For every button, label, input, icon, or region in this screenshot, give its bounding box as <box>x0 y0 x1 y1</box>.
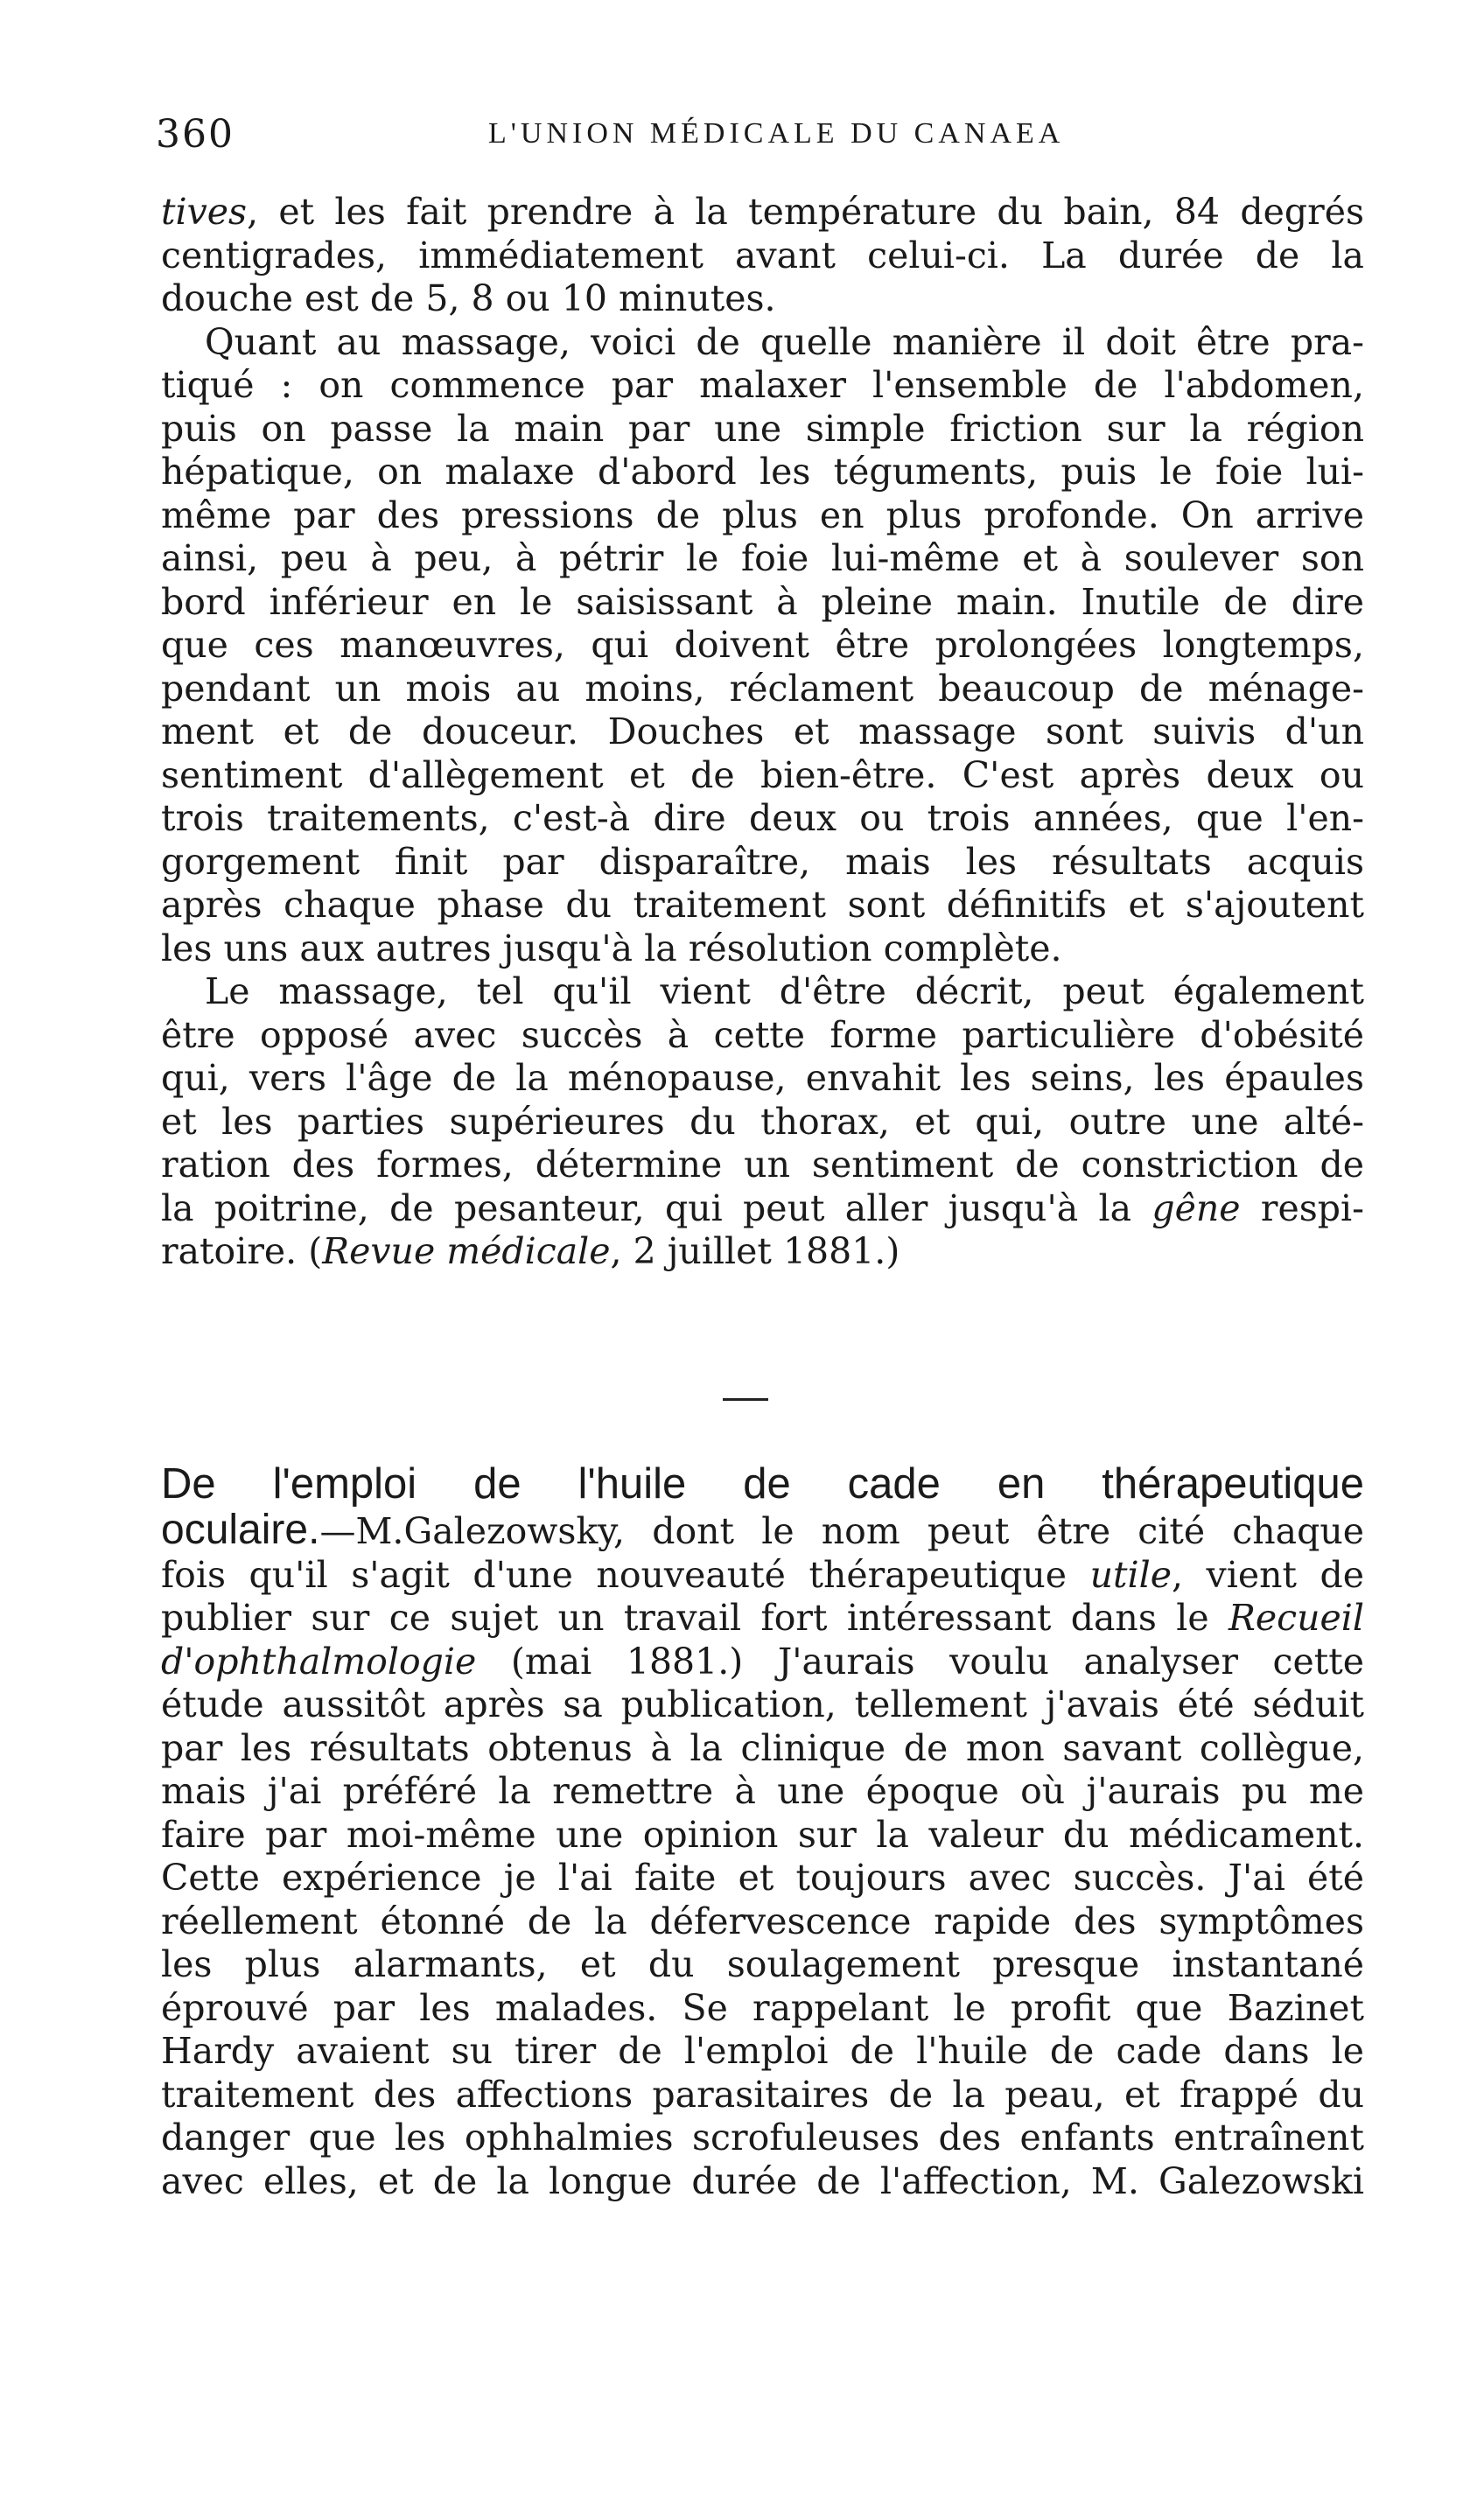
text-line: hépatique, on malaxe d'abord les téguments, puis le foie lui- <box>161 451 1364 493</box>
page-number: 360 <box>156 112 234 157</box>
text-line: éprouvé par les malades. Se rappelant le profit que Bazinet <box>161 1986 1364 2029</box>
section-heading: De l'emploi de l'huile de cade en thérapeutique <box>161 1460 1364 1508</box>
text-line: avec elles, et de la longue durée de l'affection, M. Galezowski <box>161 2159 1364 2202</box>
text-line: et les parties supérieures du thorax, et qui, outre une alté- <box>161 1100 1364 1143</box>
text-line: faire par moi-même une opinion sur la valeur du médicament. <box>161 1813 1364 1856</box>
text-line: puis on passe la main par une simple friction sur la région <box>161 407 1364 450</box>
text-line: ainsi, peu à peu, à pétrir le foie lui-même et à soulever son <box>161 537 1364 579</box>
text-line: après chaque phase du traitement sont définitifs et s'ajoutent <box>161 884 1364 926</box>
text-line: douche est de 5, 8 ou 10 minutes. <box>161 277 776 319</box>
text-line: danger que les ophhalmies scrofuleuses des enfants entraînent <box>161 2117 1364 2159</box>
text-line: les uns aux autres jusqu'à la résolution complète. <box>161 927 1062 969</box>
text-line: bord inférieur en le saisissant à pleine main. Inutile de dire <box>161 580 1364 623</box>
text-line: tiqué : on commence par malaxer l'ensemble de l'abdomen, <box>161 364 1364 406</box>
text-line: trois traitements, c'est-à dire deux ou trois années, que l'en- <box>161 797 1364 839</box>
text-line: d'ophthalmologie (mai 1881.) J'aurais voulu analyser cette <box>161 1640 1364 1683</box>
text-line: Hardy avaient su tirer de l'emploi de l'huile de cade dans le <box>161 2030 1364 2072</box>
text-line: centigrades, immédiatement avant celui-ci. La durée de la <box>161 234 1364 276</box>
text-line: ratoire. (Revue médicale, 2 juillet 1881.) <box>161 1230 900 1272</box>
text-line: Le massage, tel qu'il vient d'être décrit, peut également <box>205 970 1364 1012</box>
text-line: fois qu'il s'agit d'une nouveauté thérapeutique utile, vient de <box>161 1553 1364 1596</box>
text-line: étude aussitôt après sa publication, tellement j'avais été séduit <box>161 1683 1364 1725</box>
text-line: gorgement finit par disparaître, mais les résultats acquis <box>161 840 1364 883</box>
text-line: réellement étonné de la défervescence rapide des symptômes <box>161 1900 1364 1942</box>
text-line: ration des formes, détermine un sentiment de constriction de <box>161 1144 1364 1186</box>
text-line: Cette expérience je l'ai faite et toujours avec succès. J'ai été <box>161 1857 1364 1899</box>
text-line: traitement des affections parasitaires de la peau, et frappé du <box>161 2073 1364 2116</box>
text-line: publier sur ce sujet un travail fort intéressant dans le Recueil <box>161 1597 1364 1639</box>
article-body <box>161 191 1364 1274</box>
text-line: sentiment d'allègement et de bien-être. C'est après deux ou <box>161 753 1364 796</box>
section-heading-end: oculaire. <box>161 1507 320 1553</box>
section-divider <box>723 1398 768 1401</box>
text-line: mais j'ai préféré la remettre à une époque où j'aurais pu me <box>161 1770 1364 1812</box>
text-line: par les résultats obtenus à la clinique de mon savant collègue, <box>161 1726 1364 1769</box>
text-line: qui, vers l'âge de la ménopause, envahit les seins, les épaules <box>161 1057 1364 1099</box>
text-line: être opposé avec succès à cette forme particulière d'obésité <box>161 1013 1364 1056</box>
page-header <box>156 112 1363 164</box>
text-line: même par des pressions de plus en plus profonde. On arrive <box>161 493 1364 536</box>
running-title: L'UNION MÉDICALE DU CANAEA <box>488 117 1065 150</box>
text-line: oculaire.—M.Galezowsky, dont le nom peut être cité chaque <box>161 1507 1364 1553</box>
text-line: Quant au massage, voici de quelle manière il doit être pra- <box>205 320 1364 363</box>
text-line: tives, et les fait prendre à la température du bain, 84 degrés <box>161 191 1364 233</box>
text-line: pendant un mois au moins, réclament beaucoup de ménage- <box>161 667 1364 710</box>
text-line: les plus alarmants, et du soulagement presque instantané <box>161 1943 1364 1985</box>
article-section-cade-oil <box>161 1459 1364 2203</box>
text-line: ment et de douceur. Douches et massage sont suivis d'un <box>161 710 1364 752</box>
text-line: la poitrine, de pesanteur, qui peut aller jusqu'à la gêne respi- <box>161 1186 1365 1229</box>
text-line: que ces manœuvres, qui doivent être prolongées longtemps, <box>161 624 1364 666</box>
